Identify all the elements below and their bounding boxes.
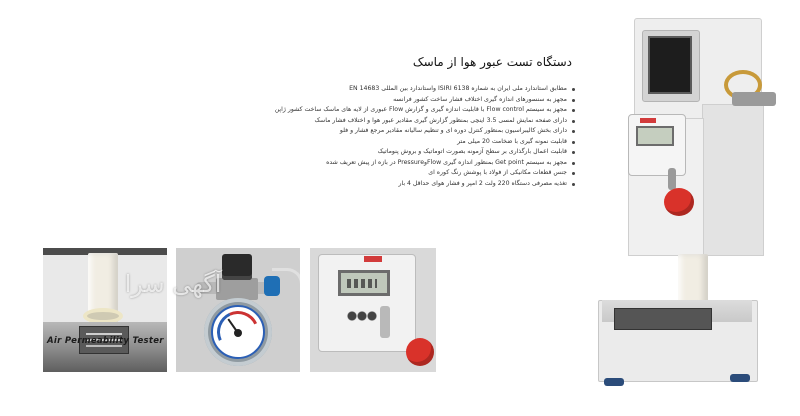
machine-illustration bbox=[592, 18, 782, 390]
feature-item: مجهز به سنسورهای اندازه گیری اختلاف فشار ساخت کشور فرانسه bbox=[240, 95, 576, 106]
feature-item: تغذیه مصرفی دستگاه 220 ولت 2 امپر و فشار هوای حداقل 4 بار bbox=[240, 179, 576, 190]
machine-foot bbox=[730, 374, 750, 382]
machine-foot bbox=[604, 378, 624, 386]
gauge-hub bbox=[234, 329, 242, 337]
base-photo bbox=[43, 248, 167, 372]
machine-side-panel bbox=[702, 104, 764, 256]
emergency-stop-button bbox=[664, 188, 694, 216]
feature-item: مجهز به سیستم Get point بمنظور اندازه گیری FlowوPressure در بازه از پیش تعریف شده bbox=[240, 158, 576, 169]
feature-item: مطابق استاندارد ملی ایران به شماره ISIRI 6138 واستاندارد بین المللی EN 14683 bbox=[240, 84, 576, 95]
feature-item: قابلیت نمونه گیری با ضخامت 20 میلی متر bbox=[240, 137, 576, 148]
lcd-screen bbox=[338, 270, 390, 296]
sensor-cable bbox=[380, 306, 390, 338]
feature-item: دارای بخش کالیبراسیون بمنظور کنترل دوره ای و تنظیم سالیانه مقادیر مرجع فشار و فلو bbox=[240, 126, 576, 137]
brand-badge bbox=[364, 256, 382, 262]
regulator-photo bbox=[176, 248, 300, 372]
sensor-brand-badge bbox=[640, 118, 656, 123]
test-post bbox=[678, 254, 708, 306]
sensor-photo bbox=[310, 248, 436, 372]
cable-glands bbox=[346, 310, 378, 322]
watermark: آگهی سرا bbox=[124, 270, 222, 298]
feature-item: قابلیت اعمال بارگذاری بر سطح آزمونه بصورت اتوماتیک و بروش پنوماتیک bbox=[240, 147, 576, 158]
feature-item: دارای صفحه نمایش لمسی 3.5 اینچی بمنظور گزارش گیری مقادیر عبور هوا و اختلاف فشار ماسک bbox=[240, 116, 576, 127]
touchscreen bbox=[648, 36, 692, 94]
sensor-display bbox=[636, 126, 674, 146]
page-title: دستگاه تست عبور هوا از ماسک bbox=[412, 55, 572, 69]
feature-item: مجهز به سیستم Flow control با قابلیت اندازه گیری و گزارش Flow عبوری از لایه های ماسک ساخت کشور ژاپن bbox=[240, 105, 576, 116]
regulator-body bbox=[216, 278, 258, 300]
sensor-housing bbox=[318, 254, 416, 352]
sensor-cable bbox=[668, 168, 676, 190]
feature-list bbox=[240, 84, 576, 189]
emergency-stop-button bbox=[406, 338, 434, 366]
name-plate bbox=[614, 308, 712, 330]
feature-item: جنس قطعات مکانیکی از فولاد با پوشش رنگ کوره ای bbox=[240, 168, 576, 179]
base-label: Air Permeability Tester bbox=[47, 336, 164, 346]
air-hose bbox=[272, 268, 300, 305]
handle-mount bbox=[732, 92, 776, 106]
regulator-knob bbox=[222, 254, 252, 280]
